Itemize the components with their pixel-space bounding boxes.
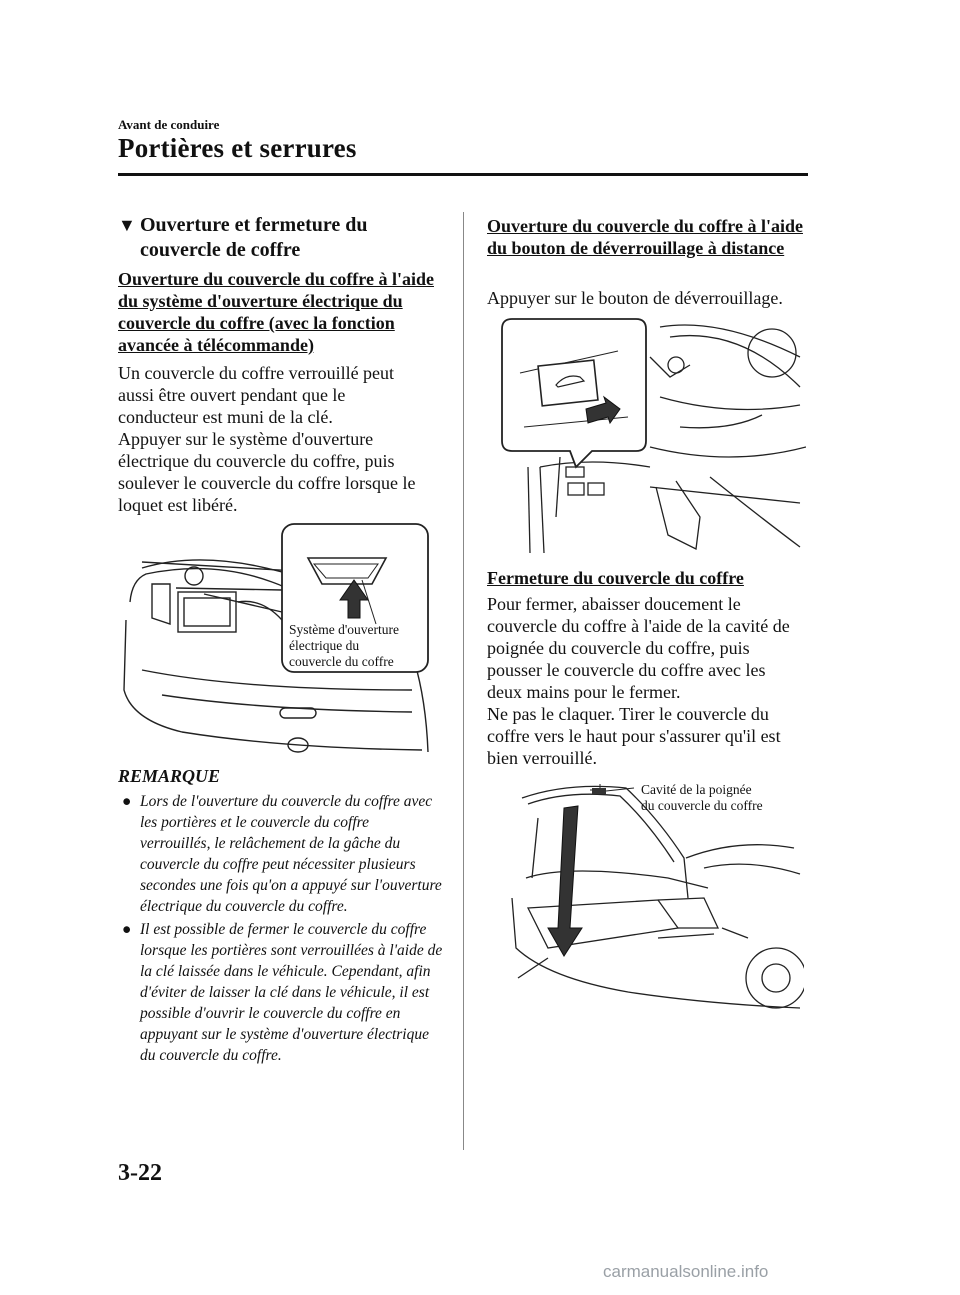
dashboard-illustration — [500, 317, 806, 557]
subheading-power-trunk-opener: Ouverture du couvercle du coffre à l'aide du système d'ouverture électrique du couvercle du coffre (avec la fonction avancée à télécommande) — [118, 269, 434, 355]
note-item — [118, 919, 443, 1066]
header-rule — [118, 173, 808, 176]
paragraph-closing: Pour fermer, abaisser doucement le couvercle du coffre à l'aide de la cavité de poignée du couvercle du coffre, puis pousser le couvercle du coffre avec les deux mains pour le fermer. Ne pas le claquer. Tirer le couvercle du coffre vers le haut pour s'assurer qu'il est bien verrouillé. — [487, 594, 790, 768]
bullet-icon: ● — [122, 793, 132, 810]
watermark: carmanualsonline.info — [603, 1262, 769, 1281]
note-list — [118, 791, 443, 1068]
bullet-icon: ● — [122, 921, 132, 938]
note-item — [118, 791, 443, 917]
paragraph-power-opener: Un couvercle du coffre verrouillé peut aussi être ouvert pendant que le conducteur est muni de la clé. Appuyer sur le système d'ouverture électrique du couvercle du coffre, puis soulever le couvercle du coffre lorsque le loquet est libéré. — [118, 363, 416, 515]
page-number: 3-22 — [118, 1160, 162, 1186]
subheading-remote-release: Ouverture du couvercle du coffre à l'aide du bouton de déverrouillage à distance — [487, 216, 803, 258]
note-text: Il est possible de fermer le couvercle du coffre lorsque les portières sont verrouillées à l'aide de la clé laissée dans le véhicule. Cependant, afin d'éviter de laisser la clé dans le véhicule, il est possible d'ouvrir le couvercle du coffre en appuyant sur le système d'ouverture électrique du couvercle du coffre. — [140, 921, 443, 1064]
breadcrumb: Avant de conduire — [118, 117, 220, 132]
page-title: Portières et serrures — [118, 133, 357, 163]
figure-dashboard-release-button — [500, 317, 806, 557]
figure-3-caption: Cavité de la poignée du couvercle du coffre — [641, 782, 763, 813]
triangle-marker-icon: ▼ — [118, 215, 136, 235]
section-heading — [118, 213, 443, 263]
paragraph-remote-release: Appuyer sur le bouton de déverrouillage. — [487, 288, 783, 308]
note-text: Lors de l'ouverture du couvercle du coffre avec les portières et le couvercle du coffre verrouillés, le relâchement de la gâche du couvercle du coffre peut nécessiter plusieurs secondes une fois qu'on a appuyé sur l'ouverture électrique du couvercle du coffre. — [140, 793, 442, 915]
subheading-closing: Fermeture du couvercle du coffre — [487, 568, 744, 588]
note-heading: REMARQUE — [118, 766, 221, 786]
figure-1-caption: Système d'ouverture électrique du couvercle du coffre — [289, 622, 400, 669]
section-heading-text: Ouverture et fermeture du couvercle de coffre — [140, 214, 368, 261]
column-divider — [463, 212, 464, 1150]
